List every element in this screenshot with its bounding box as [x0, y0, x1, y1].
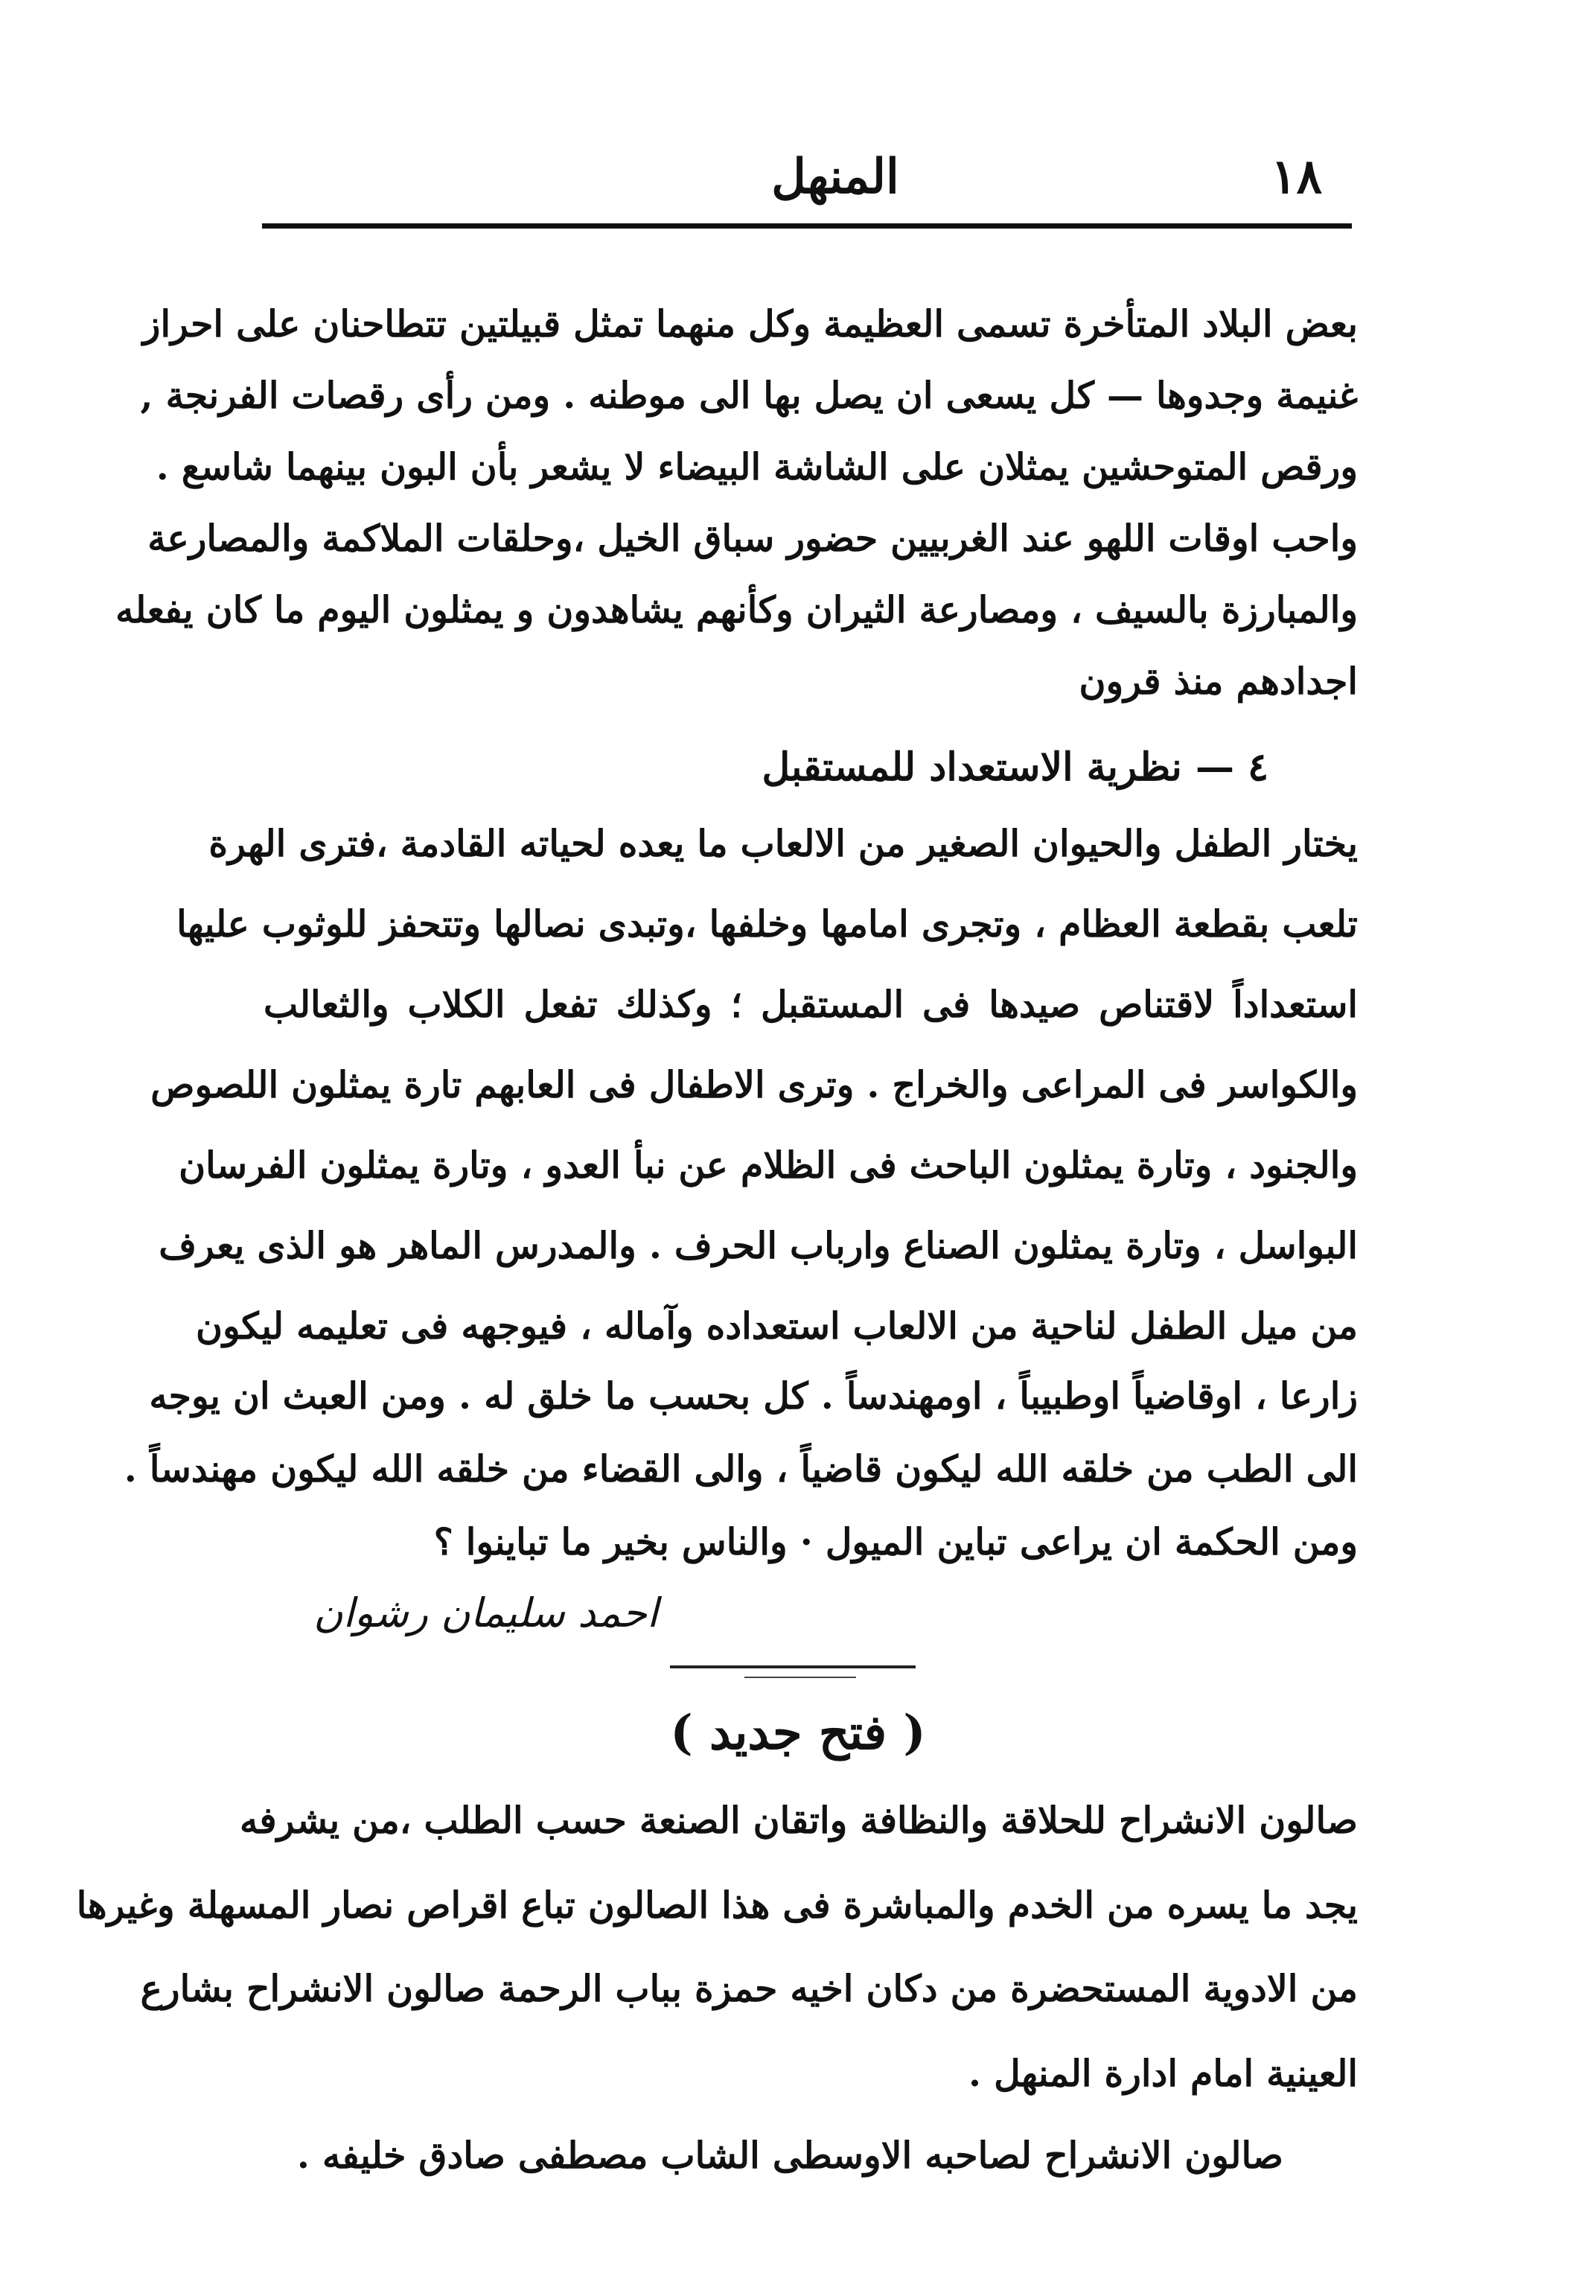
section-line: تلعب بقطعة العظام ، وتجرى امامها وخلفها ،وتبدى نصالها وتتحفز للوثوب عليها	[176, 902, 1358, 945]
section-line: ومن الحكمة ان يراعى تباين الميول · والناس بخير ما تباينوا ؟	[433, 1520, 1358, 1563]
author-signature: احمد سليمان رشوان	[313, 1589, 658, 1636]
article-line: ورقص المتوحشين يمثلان على الشاشة البيضاء لا يشعر بأن البون بينهما شاسع .	[156, 445, 1358, 488]
section-line: الى الطب من خلقه الله ليكون قاضياً ، والى القضاء من خلقه الله ليكون مهندساً .	[124, 1447, 1358, 1490]
section-line: يختار الطفل والحيوان الصغير من الالعاب ما يعده لحياته القادمة ،فترى الهرة	[208, 822, 1358, 865]
section-line: والجنود ، وتارة يمثلون الباحث فى الظلام عن نبأ العدو ، وتارة يمثلون الفرسان	[179, 1144, 1358, 1187]
section-line: زارعا ، اوقاضياً اوطبيباً ، اومهندساً . كل بحسب ما خلق له . ومن العبث ان يوجه	[149, 1374, 1358, 1418]
advertisement-line: صالون الانشراح لصاحبه الاوسطى الشاب مصطفى صادق خليفه .	[296, 2134, 1283, 2177]
article-line: اجدادهم منذ قرون	[1079, 660, 1358, 703]
section-heading: ٤ — نظرية الاستعداد للمستقبل	[762, 744, 1268, 790]
advertisement-line: من الادوية المستحضرة من دكان اخيه حمزة بباب الرحمة صالون الانشراح بشارع	[140, 1967, 1358, 2010]
page-header	[262, 141, 1352, 231]
section-line: استعداداً لاقتناص صيدها فى المستقبل ؛ وكذلك تفعل الكلاب والثعالب	[264, 983, 1358, 1026]
section-line: البواسل ، وتارة يمثلون الصناع وارباب الحرف . والمدرس الماهر هو الذى يعرف	[159, 1224, 1358, 1267]
section-line: والكواسر فى المراعى والخراج . وترى الاطفال فى العابهم تارة يمثلون اللصوص	[150, 1063, 1358, 1106]
section-line: من ميل الطفل لناحية من الالعاب استعداده وآماله ، فيوجهه فى تعليمه ليكون	[195, 1304, 1358, 1348]
section-divider	[670, 1665, 916, 1668]
article-line: بعض البلاد المتأخرة تسمى العظيمة وكل منهما تمثل قبيلتين تتطاحنان على احراز	[142, 302, 1358, 345]
section-divider-thin	[744, 1677, 856, 1678]
article-line: والمبارزة بالسيف ، ومصارعة الثيران وكأنهم يشاهدون و يمثلون اليوم ما كان يفعله	[115, 588, 1358, 631]
advertisement-line: صالون الانشراح للحلاقة والنظافة واتقان الصنعة حسب الطلب ،من يشرفه	[240, 1799, 1358, 1842]
advertisement-line: العينية امام ادارة المنهل .	[968, 2052, 1358, 2095]
running-title: المنهل	[771, 149, 899, 205]
page-number: ١٨	[1271, 149, 1322, 205]
advertisement-line: يجد ما يسره من الخدم والمباشرة فى هذا الصالون تباع اقراص نصار المسهلة وغيرها	[76, 1884, 1358, 1927]
article-line: غنيمة وجدوها — كل يسعى ان يصل بها الى موطنه . ومن رأى رقصات الفرنجة ,	[140, 374, 1358, 417]
advertisement-title: ( فتح جديد )	[670, 1705, 926, 1761]
article-line: واحب اوقات اللهو عند الغربيين حضور سباق الخيل ،وحلقات الملاكمة والمصارعة	[147, 517, 1358, 560]
header-rule	[262, 223, 1352, 229]
